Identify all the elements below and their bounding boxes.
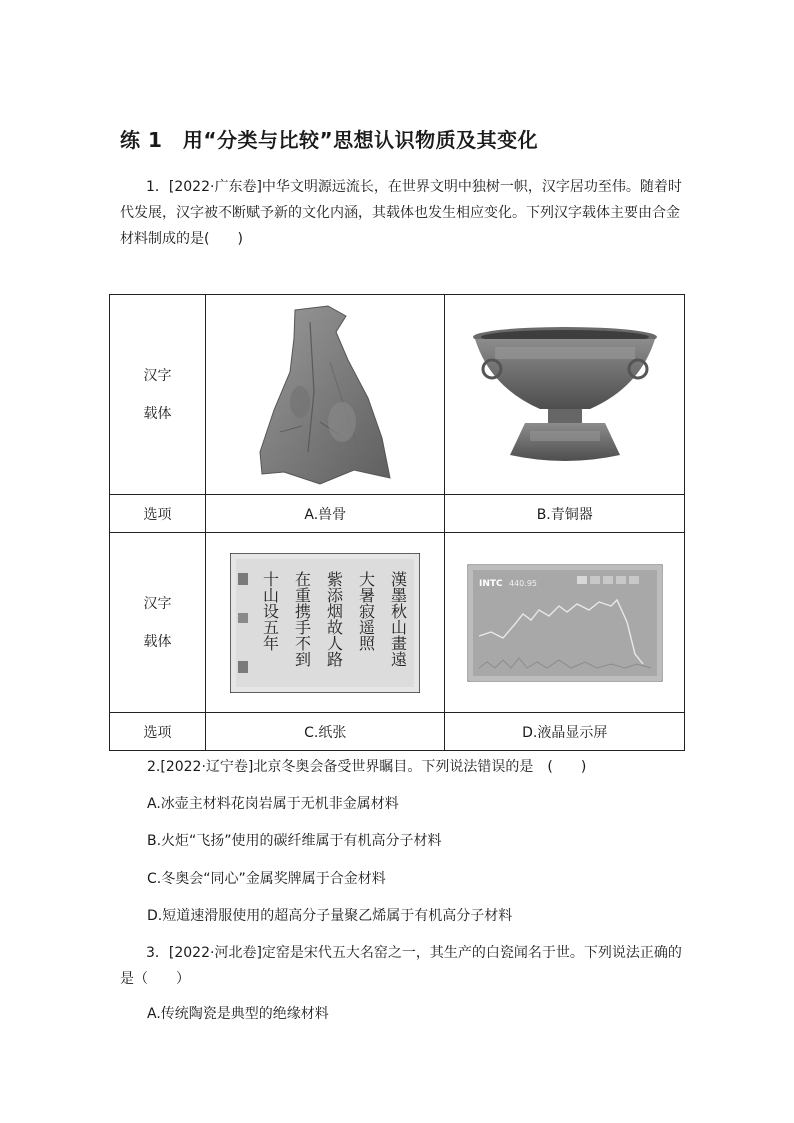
question-2-option-d: D.短道速滑服使用的超高分子量聚乙烯属于有机高分子材料 (147, 908, 513, 924)
table-row (110, 713, 685, 751)
carrier-label-line2: 载体 (143, 633, 172, 650)
table-row (110, 295, 685, 495)
table-row (110, 495, 685, 533)
question-2-option-a: A.冰壶主材料花岗岩属于无机非金属材料 (147, 796, 399, 812)
calligraphy-column-2: 大暑寂遥照 (356, 570, 376, 651)
question-2-option-c: C.冬奥会“同心”金属奖牌属于合金材料 (147, 871, 386, 887)
screen-button (590, 576, 600, 584)
calligraphy-column-1: 漢墨秋山畫遠 (388, 570, 408, 667)
page-title: 练 1 用“分类与比较”思想认识物质及其变化 (120, 128, 539, 152)
calligraphy-column-3: 紫添烟故人路 (324, 570, 344, 667)
screen-button (629, 576, 639, 584)
screen-button (603, 576, 613, 584)
question-3-option-a: A.传统陶瓷是典型的绝缘材料 (147, 1006, 329, 1022)
question-3-stem: 3．[2022·河北卷]定窑是宋代五大名窑之一，其生产的白瓷闻名于世。下列说法正确的是（ ） (120, 945, 682, 987)
question-2-stem: 2.[2022·辽宁卷]北京冬奥会备受世界瞩目。下列说法错误的是 ( ) (147, 759, 587, 775)
option-d: D.液晶显示屏 (445, 713, 685, 751)
option-c: C.纸张 (206, 713, 445, 751)
screen-button (616, 576, 626, 584)
image-cell-b (445, 295, 685, 495)
calligraphy-paper-image (230, 553, 420, 693)
carrier-label-cell (110, 533, 206, 713)
image-cell-a (206, 295, 445, 495)
option-a: A.兽骨 (206, 495, 445, 533)
carrier-label-cell (110, 295, 206, 495)
oracle-bone-image (250, 302, 400, 488)
carrier-label-line1: 汉字 (143, 595, 172, 612)
option-b: B.青铜器 (445, 495, 685, 533)
screen-ticker: INTC (478, 578, 503, 589)
bronze-vessel-image (470, 325, 660, 465)
carrier-table (109, 294, 685, 751)
image-cell-c (206, 533, 445, 713)
question-2-option-b: B.火炬“飞扬”使用的碳纤维属于有机高分子材料 (147, 833, 442, 849)
carrier-label-line2: 载体 (143, 405, 172, 422)
question-1-stem: 1．[2022·广东卷]中华文明源远流长，在世界文明中独树一帜，汉字居功至伟。随着时代发展，汉字被不断赋予新的文化内涵，其载体也发生相应变化。下列汉字载体主要由合金材料制成的是( ) (120, 179, 682, 247)
image-cell-d (445, 533, 685, 713)
screen-price: 440.95 (508, 578, 537, 588)
calligraphy-column-5: 十山设五年 (260, 570, 280, 651)
table-row (110, 533, 685, 713)
screen-button (577, 576, 587, 584)
option-label-cell: 选项 (110, 495, 206, 533)
carrier-label-line1: 汉字 (143, 367, 172, 384)
option-label-cell: 选项 (110, 713, 206, 751)
lcd-screen-image (467, 564, 663, 682)
calligraphy-column-4: 在重携手不到 (292, 570, 312, 667)
